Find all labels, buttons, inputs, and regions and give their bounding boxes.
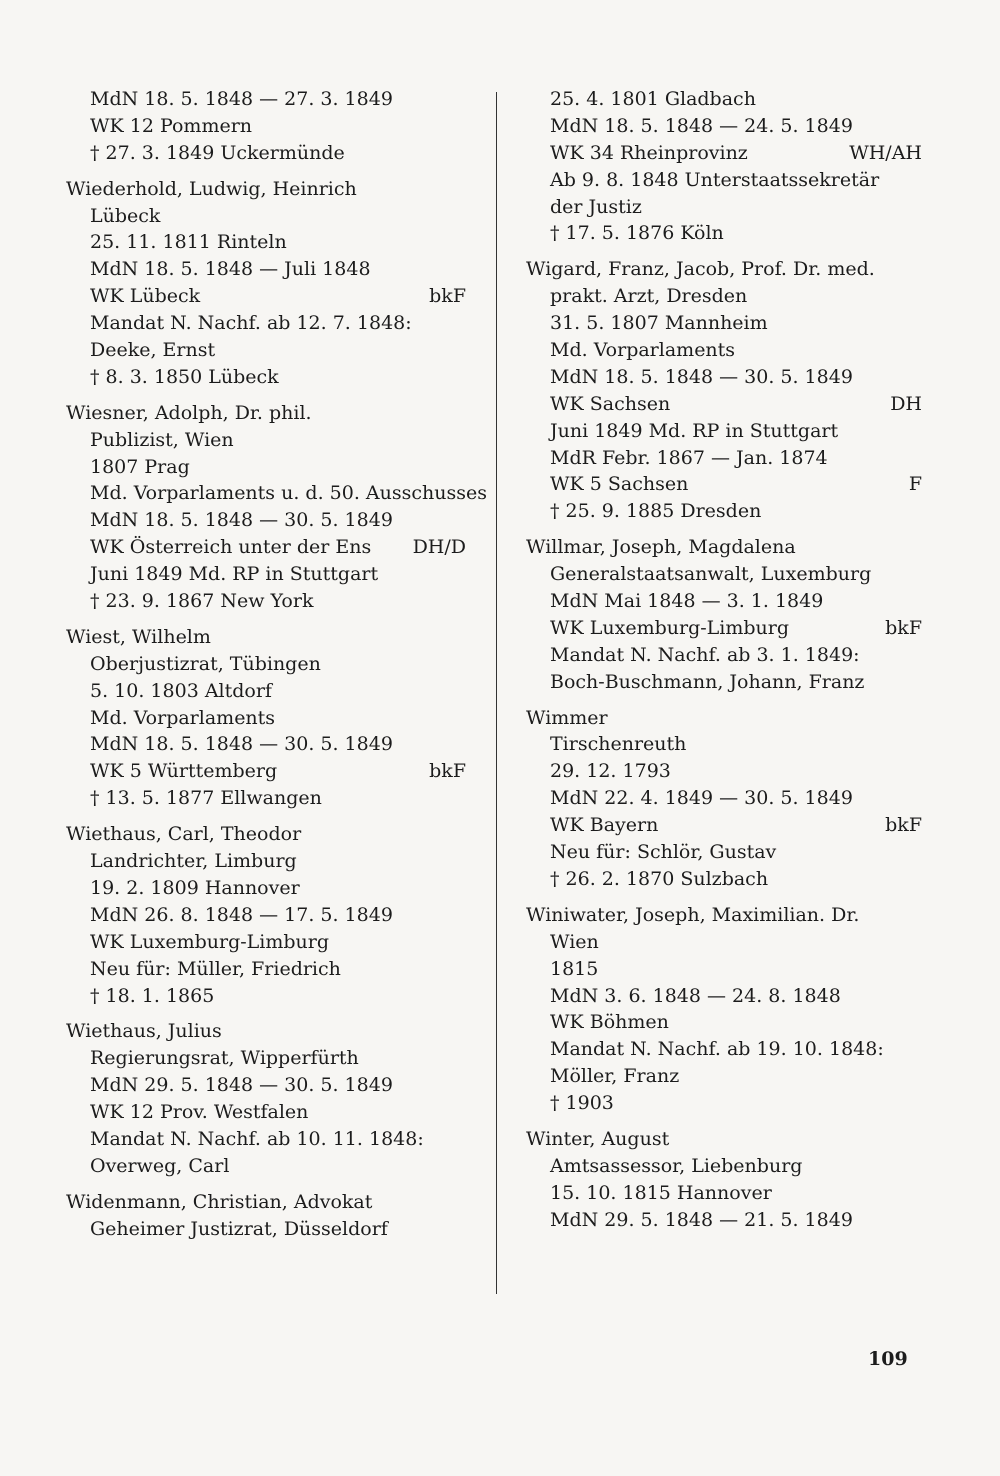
entry-text: Geheimer Justizrat, Düsseldorf: [90, 1217, 388, 1240]
faction-tag: bkF: [429, 760, 466, 783]
entry-text: der Justiz: [550, 195, 642, 218]
biography-entry: [66, 624, 466, 812]
entry-text: 19. 2. 1809 Hannover: [90, 876, 300, 899]
biography-entry: [66, 176, 466, 391]
entry-detail-line: [66, 1099, 466, 1126]
entry-text: Generalstaatsanwalt, Luxemburg: [550, 563, 872, 586]
entry-text: Regierungsrat, Wipperfürth: [90, 1047, 359, 1070]
entry-detail-line: [66, 1072, 466, 1099]
entry-detail-line: [66, 902, 466, 929]
entry-text: 5. 10. 1803 Altdorf: [90, 679, 272, 702]
entry-name-line: [66, 1189, 466, 1216]
biography-entry: [66, 86, 466, 167]
entry-text: WK 12 Pommern: [90, 114, 253, 137]
entry-detail-line: [66, 337, 466, 364]
entry-detail-line: [526, 731, 922, 758]
entry-detail-line: [66, 731, 466, 758]
entry-detail-line: [526, 1009, 922, 1036]
entry-detail-line: [66, 561, 466, 588]
entry-detail-line: [526, 140, 922, 167]
entry-text: † 18. 1. 1865: [90, 984, 215, 1007]
faction-tag: bkF: [429, 285, 466, 308]
entry-detail-line: [526, 1063, 922, 1090]
entry-text: MdN Mai 1848 — 3. 1. 1849: [550, 590, 824, 613]
entry-detail-line: [526, 561, 922, 588]
biography-entry: [66, 1189, 466, 1243]
entry-detail-line: [526, 113, 922, 140]
entry-text: MdR Febr. 1867 — Jan. 1874: [550, 446, 828, 469]
entry-name-line: [66, 400, 466, 427]
entry-detail-line: [66, 758, 466, 785]
entry-detail-line: [66, 256, 466, 283]
entry-text: 31. 5. 1807 Mannheim: [550, 312, 768, 335]
right-column: [526, 86, 922, 1243]
entry-detail-line: [66, 364, 466, 391]
entry-detail-line: [526, 956, 922, 983]
entry-detail-line: [66, 203, 466, 230]
entry-name-line: [66, 624, 466, 651]
entry-text: † 13. 5. 1877 Ellwangen: [90, 787, 322, 810]
entry-name-line: [66, 1018, 466, 1045]
entry-text: MdN 3. 6. 1848 — 24. 8. 1848: [550, 984, 841, 1007]
entry-text: Neu für: Müller, Friedrich: [90, 957, 341, 980]
entry-detail-line: [66, 480, 487, 507]
entry-text: WK 5 Württemberg: [90, 760, 278, 783]
faction-tag: bkF: [885, 814, 922, 837]
entry-text: MdN 18. 5. 1848 — 24. 5. 1849: [550, 114, 853, 137]
entry-name-line: [526, 1126, 922, 1153]
entry-detail-line: [66, 86, 466, 113]
entry-text: Wiest, Wilhelm: [66, 625, 211, 648]
entry-text: Mandat N. Nachf. ab 19. 10. 1848:: [550, 1038, 884, 1061]
entry-detail-line: [66, 875, 466, 902]
entry-text: WK 34 Rheinprovinz: [550, 141, 748, 164]
entry-detail-line: [66, 983, 466, 1010]
entry-detail-line: [526, 471, 922, 498]
biography-entry: [66, 821, 466, 1009]
entry-text: Wien: [550, 930, 599, 953]
entry-detail-line: [526, 310, 922, 337]
entry-text: Overweg, Carl: [90, 1154, 230, 1177]
entry-text: Wigard, Franz, Jacob, Prof. Dr. med.: [526, 258, 875, 281]
entry-detail-line: [526, 1207, 922, 1234]
entry-name-line: [66, 821, 466, 848]
entry-text: 25. 11. 1811 Rinteln: [90, 231, 287, 254]
faction-tag: DH/D: [412, 536, 466, 559]
biography-entry: [66, 1018, 466, 1179]
entry-detail-line: [526, 220, 922, 247]
entry-text: Md. Vorparlaments: [90, 706, 276, 729]
entry-text: 1807 Prag: [90, 455, 190, 478]
biography-entry: [526, 86, 922, 247]
entry-text: MdN 26. 8. 1848 — 17. 5. 1849: [90, 903, 393, 926]
entry-text: Landrichter, Limburg: [90, 850, 297, 873]
entry-detail-line: [526, 588, 922, 615]
entry-text: Wiederhold, Ludwig, Heinrich: [66, 177, 357, 200]
entry-detail-line: [66, 705, 466, 732]
entry-text: Juni 1849 Md. RP in Stuttgart: [550, 419, 839, 442]
entry-text: MdN 18. 5. 1848 — 30. 5. 1849: [90, 733, 393, 756]
entry-text: WK Lübeck: [90, 285, 201, 308]
entry-text: WK Böhmen: [550, 1011, 669, 1034]
entry-text: prakt. Arzt, Dresden: [550, 285, 748, 308]
entry-text: † 25. 9. 1885 Dresden: [550, 500, 762, 523]
entry-detail-line: [66, 454, 466, 481]
entry-detail-line: [526, 194, 922, 221]
entry-text: Boch-Buschmann, Johann, Franz: [550, 670, 865, 693]
entry-detail-line: [66, 534, 466, 561]
entry-detail-line: [526, 812, 922, 839]
entry-detail-line: [66, 588, 466, 615]
entry-detail-line: [526, 839, 922, 866]
entry-detail-line: [66, 785, 466, 812]
entry-detail-line: [66, 427, 466, 454]
entry-detail-line: [66, 678, 466, 705]
entry-detail-line: [526, 866, 922, 893]
entry-detail-line: [66, 229, 466, 256]
entry-text: 29. 12. 1793: [550, 760, 671, 783]
biography-entry: [526, 1126, 922, 1234]
entry-text: † 1903: [550, 1092, 614, 1115]
entry-text: 1815: [550, 957, 599, 980]
entry-text: WK Bayern: [550, 814, 659, 837]
entry-text: Lübeck: [90, 204, 161, 227]
entry-text: Tirschenreuth: [550, 733, 687, 756]
entry-text: Juni 1849 Md. RP in Stuttgart: [90, 563, 379, 586]
entry-detail-line: [526, 785, 922, 812]
entry-detail-line: [526, 1036, 922, 1063]
entry-detail-line: [66, 140, 466, 167]
entry-detail-line: [66, 651, 466, 678]
entry-text: WK Luxemburg-Limburg: [90, 930, 330, 953]
entry-text: Mandat N. Nachf. ab 3. 1. 1849:: [550, 643, 860, 666]
entry-text: Amtsassessor, Liebenburg: [550, 1154, 803, 1177]
left-column: [66, 86, 487, 1252]
entry-detail-line: [66, 1126, 466, 1153]
entry-detail-line: [526, 86, 922, 113]
entry-text: † 17. 5. 1876 Köln: [550, 222, 724, 245]
faction-tag: DH: [890, 392, 922, 415]
entry-detail-line: [526, 1090, 922, 1117]
entry-detail-line: [526, 1180, 922, 1207]
entry-text: MdN 18. 5. 1848 — Juli 1848: [90, 258, 371, 281]
entry-detail-line: [526, 418, 922, 445]
entry-detail-line: [66, 929, 466, 956]
entry-detail-line: [526, 445, 922, 472]
entry-text: MdN 29. 5. 1848 — 21. 5. 1849: [550, 1208, 853, 1231]
entry-text: † 26. 2. 1870 Sulzbach: [550, 867, 769, 890]
entry-text: † 27. 3. 1849 Uckermünde: [90, 141, 345, 164]
entry-detail-line: [526, 642, 922, 669]
entry-detail-line: [526, 167, 922, 194]
entry-text: Mandat N. Nachf. ab 10. 11. 1848:: [90, 1127, 424, 1150]
page-number: 109: [868, 1348, 908, 1370]
entry-detail-line: [526, 1153, 922, 1180]
entry-text: Willmar, Joseph, Magdalena: [526, 536, 796, 559]
entry-name-line: [526, 705, 922, 732]
entry-text: Winiwater, Joseph, Maximilian. Dr.: [526, 903, 860, 926]
entry-detail-line: [66, 113, 466, 140]
entry-text: Wiethaus, Carl, Theodor: [66, 823, 302, 846]
entry-text: Möller, Franz: [550, 1065, 680, 1088]
entry-text: MdN 29. 5. 1848 — 30. 5. 1849: [90, 1074, 393, 1097]
entry-detail-line: [66, 1216, 466, 1243]
entry-detail-line: [66, 956, 466, 983]
entry-text: Publizist, Wien: [90, 428, 234, 451]
entry-text: MdN 22. 4. 1849 — 30. 5. 1849: [550, 787, 853, 810]
entry-text: MdN 18. 5. 1848 — 27. 3. 1849: [90, 88, 393, 110]
biography-entry: [526, 705, 922, 893]
entry-detail-line: [66, 1153, 466, 1180]
entry-detail-line: [526, 364, 922, 391]
entry-detail-line: [526, 929, 922, 956]
entry-text: Widenmann, Christian, Advokat: [66, 1190, 373, 1213]
entry-text: 25. 4. 1801 Gladbach: [550, 88, 756, 110]
column-divider: [496, 92, 497, 1294]
entry-text: WK Sachsen: [550, 392, 671, 415]
entry-detail-line: [526, 669, 922, 696]
entry-text: † 23. 9. 1867 New York: [90, 590, 314, 613]
entry-text: Md. Vorparlaments u. d. 50. Ausschusses: [90, 482, 487, 505]
entry-text: WK 5 Sachsen: [550, 473, 689, 496]
entry-text: MdN 18. 5. 1848 — 30. 5. 1849: [90, 509, 393, 532]
entry-detail-line: [526, 983, 922, 1010]
entry-detail-line: [526, 391, 922, 418]
entry-text: Deeke, Ernst: [90, 339, 216, 362]
entry-text: MdN 18. 5. 1848 — 30. 5. 1849: [550, 365, 853, 388]
entry-name-line: [526, 534, 922, 561]
entry-detail-line: [66, 310, 466, 337]
biography-entry: [526, 902, 922, 1117]
entry-detail-line: [526, 758, 922, 785]
entry-detail-line: [526, 283, 922, 310]
entry-name-line: [526, 256, 922, 283]
entry-text: 15. 10. 1815 Hannover: [550, 1181, 772, 1204]
entry-detail-line: [66, 848, 466, 875]
biography-entry: [66, 400, 487, 615]
entry-text: WK Österreich unter der Ens: [90, 536, 372, 559]
entry-text: Wiesner, Adolph, Dr. phil.: [66, 401, 312, 424]
entry-text: WK 12 Prov. Westfalen: [90, 1101, 309, 1124]
entry-detail-line: [66, 283, 466, 310]
faction-tag: F: [908, 473, 922, 496]
entry-text: Wimmer: [526, 706, 608, 729]
entry-name-line: [66, 176, 466, 203]
faction-tag: WH/AH: [849, 141, 922, 164]
entry-text: Mandat N. Nachf. ab 12. 7. 1848:: [90, 312, 412, 335]
biography-entry: [526, 256, 922, 525]
biography-entry: [526, 534, 922, 695]
entry-name-line: [526, 902, 922, 929]
entry-text: Md. Vorparlaments: [550, 339, 736, 362]
entry-detail-line: [66, 1045, 466, 1072]
faction-tag: bkF: [885, 616, 922, 639]
entry-detail-line: [66, 507, 466, 534]
entry-text: WK Luxemburg-Limburg: [550, 616, 790, 639]
entry-text: Ab 9. 8. 1848 Unterstaatssekretär: [550, 168, 880, 191]
entry-detail-line: [526, 498, 922, 525]
entry-text: Winter, August: [526, 1127, 670, 1150]
entry-detail-line: [526, 337, 922, 364]
entry-text: † 8. 3. 1850 Lübeck: [90, 365, 279, 388]
entry-text: Wiethaus, Julius: [66, 1020, 222, 1043]
entry-text: Neu für: Schlör, Gustav: [550, 841, 777, 864]
entry-text: Oberjustizrat, Tübingen: [90, 652, 321, 675]
entry-detail-line: [526, 615, 922, 642]
